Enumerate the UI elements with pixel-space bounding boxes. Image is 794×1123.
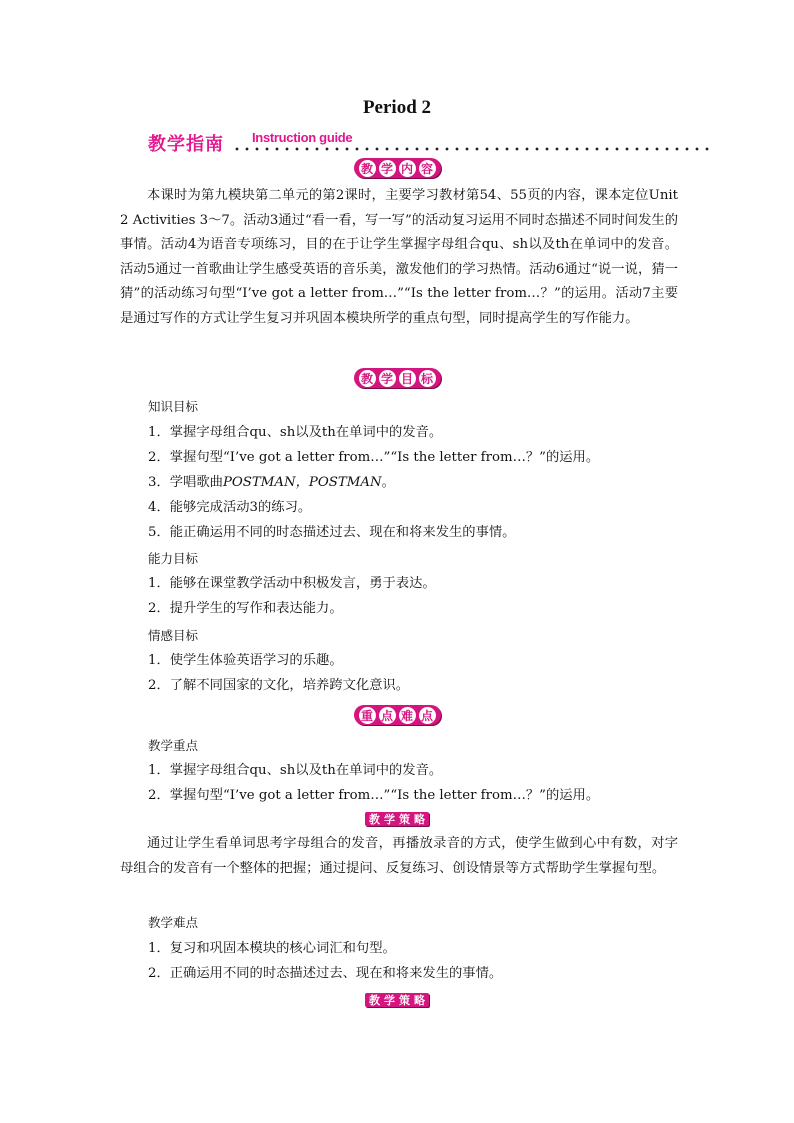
guide-heading: 教学指南 [148,134,224,155]
ability-goals-label: 能力目标 [148,551,199,566]
badge-char: 点 [419,707,436,724]
song-prefix: 3．学唱歌曲 [148,475,223,490]
badge-char: 略 [414,994,425,1007]
badge-teaching-content [0,158,794,178]
badge-char: 内 [399,160,416,177]
focus-label: 教学重点 [148,738,199,753]
badge-char: 学 [379,160,396,177]
badge-char: 教 [369,994,380,1007]
difficulty-item: 2．正确运用不同的时态描述过去、现在和将来发生的事情。 [148,966,503,981]
knowledge-item: 4．能够完成活动3的练习。 [148,500,312,515]
page-title: Period 2 [362,97,432,118]
guide-dotted-rule [232,147,710,151]
song-title: POSTMAN，POSTMAN [222,475,382,490]
badge-char: 容 [419,160,436,177]
knowledge-goals-label: 知识目标 [148,399,199,414]
focus-item: 1．掌握字母组合qu、sh以及th在单词中的发音。 [148,763,443,778]
knowledge-item: 1．掌握字母组合qu、sh以及th在单词中的发音。 [148,425,443,440]
badge-char: 点 [379,707,396,724]
emotion-item: 2．了解不同国家的文化，培养跨文化意识。 [148,678,410,693]
difficulty-item: 1．复习和巩固本模块的核心词汇和句型。 [148,941,396,956]
knowledge-item: 5．能正确运用不同的时态描述过去、现在和将来发生的事情。 [148,525,516,540]
badge-char: 目 [399,370,416,387]
badge-char: 学 [384,994,395,1007]
badge-char: 学 [379,370,396,387]
badge-char: 难 [399,707,416,724]
badge-teaching-strategy [0,812,794,826]
badge-teaching-strategy-2 [0,993,794,1007]
emotion-item: 1．使学生体验英语学习的乐趣。 [148,653,343,668]
badge-char: 策 [399,994,410,1007]
knowledge-item: 2．掌握句型“I’ve got a letter from…”“Is the letter from…？”的运用。 [148,450,600,465]
badge-char: 学 [384,813,395,826]
badge-teaching-goals [0,368,794,388]
badge-char: 标 [419,370,436,387]
badge-key-difficult-points [0,705,794,725]
guide-subheading: Instruction guide [252,130,353,145]
focus-item: 2．掌握句型“I’ve got a letter from…”“Is the letter from…？”的运用。 [148,788,600,803]
strategy-paragraph: 通过让学生看单词思考字母组合的发音，再播放录音的方式，使学生做到心中有数，对字母组合的发音有一个整体的把握；通过提问、反复练习、创设情景等方式帮助学生掌握句型。 [120,836,678,876]
intro-paragraph: 本课时为第九模块第二单元的第2课时，主要学习教材第54、55页的内容，课本定位Unit 2 Activities 3～7。活动3通过“看一看，写一写”的活动复习运用不同时态描述不同时间发生的事情。活动4为语音专项练习，目的在于让学生掌握字母组合qu、sh以及th在单词中的发音。活动5通过一首歌曲让学生感受英语的音乐美，激发他们的学习热情。活动6通过“说一说，猜一猜”的活动练习句型“I’ve got a letter from…”“Is the letter from…？”的运用。活动7主要是通过写作的方式让学生复习并巩固本模块所学的重点句型，同时提高学生的写作能力。 [120,188,678,326]
badge-char: 教 [359,160,376,177]
badge-char: 教 [359,370,376,387]
knowledge-item-song [148,474,395,492]
badge-char: 教 [369,813,380,826]
ability-item: 2．提升学生的写作和表达能力。 [148,601,343,616]
difficulty-label: 教学难点 [148,915,199,930]
badge-char: 策 [399,813,410,826]
emotion-goals-label: 情感目标 [148,628,199,643]
song-suffix: 。 [381,475,395,490]
ability-item: 1．能够在课堂教学活动中积极发言，勇于表达。 [148,576,436,591]
badge-char: 略 [414,813,425,826]
badge-char: 重 [359,707,376,724]
